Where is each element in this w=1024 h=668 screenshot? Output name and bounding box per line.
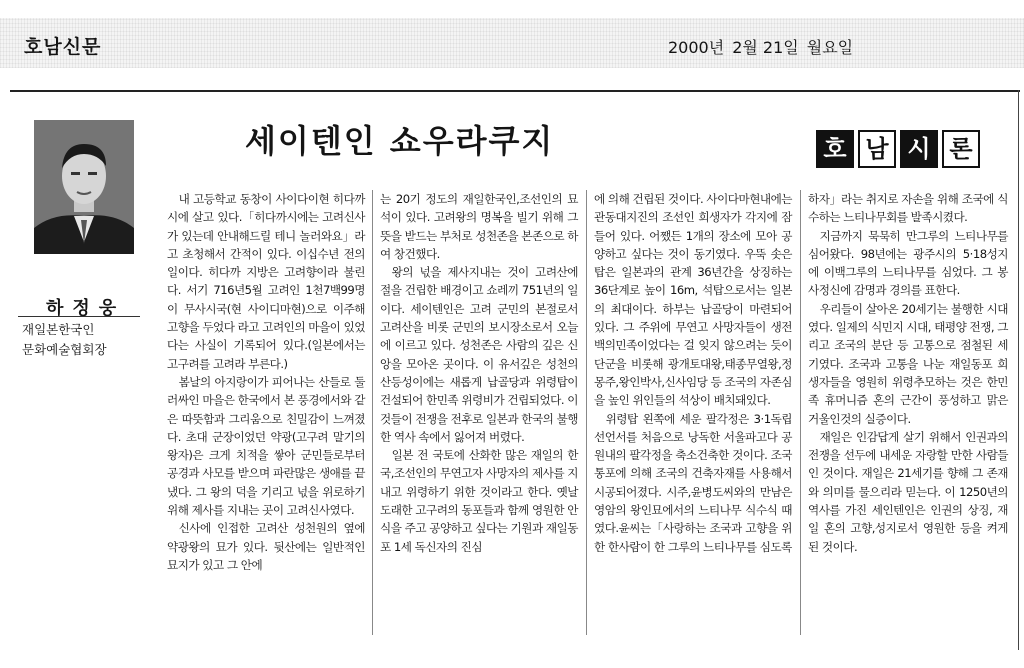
paragraph: 위령탑 왼쪽에 세운 팔각정은 3·1독립선언서를 처음으로 낭독한 서울파고다 공원내의 팔각정을 축소건축한 것이다. 조국통포에 의해 조국의 건축자재를 사용해서 시공되어졌다. 시주,윤병도씨와의 만남은 영암의 왕인묘에서의 느티나무 식수식 때였다.윤씨는「사랑하는 조국과 고향을 위한 한사람이 한 그루의 느티나무를 심도록 — [594, 411, 792, 554]
paragraph: 에 의해 건립된 것이다. 사이다마현내에는 관동대지진의 조선인 희생자가 각지에 잠들어 있다. 어쨌든 1개의 장소에 모아 공양하고 싶다는 것이 동기였다. 우뚝 솟은 탑은 일본과의 관계 36년간을 상징하는 36단계로 높이 16m, 석탑으로서는 일본의 최대이다. 하부는 납골당이 마련되어 있다. 그 주위에 무연고 사망자들이 생전 백의민족이었다는 걸 잊지 않으려는 듯이 단군을 비롯해 광개토대왕,태종무열왕,정몽주,왕인박사,신사임당 등 조국의 자존심을 높인 위인들의 석상이 배치돼있다. — [594, 192, 792, 408]
article-headline: 세이텐인 쇼우라쿠지 — [245, 122, 555, 160]
byline-divider — [18, 316, 140, 317]
column-divider — [800, 190, 801, 635]
author-name: 하정웅 — [46, 298, 126, 319]
author-portrait-image — [34, 120, 134, 254]
badge-char: 론 — [942, 130, 980, 168]
paragraph: 신사에 인접한 고려산 성천원의 옆에 약광왕의 묘가 있다. 뒷산에는 일반적인 묘지가 있고 그 안에 — [167, 521, 365, 572]
paragraph: 내 고등학교 동창이 사이다이현 히다까시에 살고 있다.「히다까시에는 고려신사가 있는데 안내해드릴 테니 놀러와요」라고 초청해서 간적이 있다. 이십수년 전의 일이다. 히다까 지방은 고려향이라 불린다. 서기 716년5월 고려인 1천7백99명이 무사시국(현 사이디마현)으로 이주해 고향을 두었다 라고 고려인의 마을이 있었다는 사실이 기록되어 있다.(일본에서는 고구려를 고려라 부른다.) — [167, 192, 365, 371]
author-title — [22, 320, 107, 360]
paragraph: 일본 전 국토에 산화한 많은 재일의 한국,조선인의 무연고자 사망자의 제사를 지내고 위령하기 위한 것이라고 한다. 옛날 도래한 고구려의 동포들과 함께 영원한 안식을 주고 공양하고 싶다는 기원과 재일동포 1세 독신자의 진심 — [380, 448, 578, 554]
paragraph: 왕의 넋을 제사지내는 것이 고려산에 절을 건립한 배경이고 쇼레끼 751년의 일이다. 세이텐인은 고려 군민의 본절로서 고려산을 비롯 군민의 보시장소로서 오늘에 이르고 있다. 성천존은 사람의 깊은 신앙을 모아온 곳이다. 이 유서깊은 성천의 산등성이에는 새롭게 납골당과 위령탑이 건설되어 한민족 위령비가 건립되었다. 이것들이 전쟁을 전후로 일본과 한국의 불행한 역사 속에서 잃어져 버렸다. — [380, 265, 578, 444]
article-column-2 — [380, 190, 578, 556]
masthead-band — [0, 18, 1024, 68]
article-column-1 — [167, 190, 365, 574]
article-side-rule — [1018, 90, 1019, 650]
badge-char: 호 — [816, 130, 854, 168]
article-top-rule — [10, 90, 1020, 92]
badge-char: 남 — [858, 130, 896, 168]
paragraph: 우리들이 살아온 20세기는 불행한 시대였다. 일제의 식민지 시대, 태평양 전쟁, 그리고 조국의 분단 등 고통으로 점철된 세기였다. 조국과 고통을 나눈 재일동포 희생자들을 영원히 위령추모하는 것은 한민족 휴머니즘 혼의 근간이 풍성하고 맑은 거울인것의 실증이다. — [808, 301, 1008, 426]
author-photo — [34, 120, 134, 254]
date-weekday: 월요일 — [806, 38, 854, 57]
column-series-badge — [816, 130, 980, 168]
author-title-line2: 문화예술협회장 — [22, 342, 107, 357]
article-column-4 — [808, 190, 1008, 556]
column-divider — [372, 190, 373, 635]
paragraph: 재일은 인감답게 살기 위해서 인권과의 전쟁을 선두에 내세운 자랑할 만한 사람들인 것이다. 재일은 21세기를 향해 그 존재와 의미를 물으리라 믿는다. 이 1250년의 역사를 가진 세인텐인은 인권의 상징, 재일 혼의 고향,성지로서 영원한 등을 켜게 된 것이다. — [808, 429, 1008, 554]
date-day: 2월 21일 — [732, 38, 799, 57]
column-divider — [586, 190, 587, 635]
paragraph: 지금까지 묵묵히 만그루의 느티나무를 심어왔다. 98년에는 광주시의 5·18성지에 이백그루의 느티나무를 심었다. 그 봉사정신에 감명과 경의를 표한다. — [808, 228, 1008, 298]
article-column-3 — [594, 190, 792, 556]
issue-date — [668, 35, 861, 58]
author-title-line1: 재일본한국인 — [22, 322, 95, 337]
paragraph: 하자」라는 취지로 자손을 위해 조국에 식수하는 느티나무회를 발족시켰다. — [808, 192, 1008, 225]
newspaper-name: 호남신문 — [24, 36, 102, 58]
date-year: 2000년 — [668, 38, 725, 57]
paragraph: 봄날의 아지랑이가 피어나는 산들로 둘러싸인 마을은 한국에서 본 풍경에서와 같은 따뜻함과 그리움으로 친밀감이 느껴졌다. 초대 군장이었던 약광(고구려 말기의 왕자)은 크게 치적을 쌓아 군민들로부터 공경과 사모를 받으며 파란많은 생애를 끝냈다. 그 왕의 덕을 기리고 넋을 위로하기위해 제사를 지내는 곳이 고려신사였다. — [167, 374, 365, 518]
paragraph: 는 20기 정도의 재일한국인,조선인의 묘석이 있다. 고려왕의 명복을 빌기 위해 그 뜻을 받드는 부처로 성천존을 본존으로 하여 창건했다. — [380, 192, 578, 261]
badge-char: 시 — [900, 130, 938, 168]
